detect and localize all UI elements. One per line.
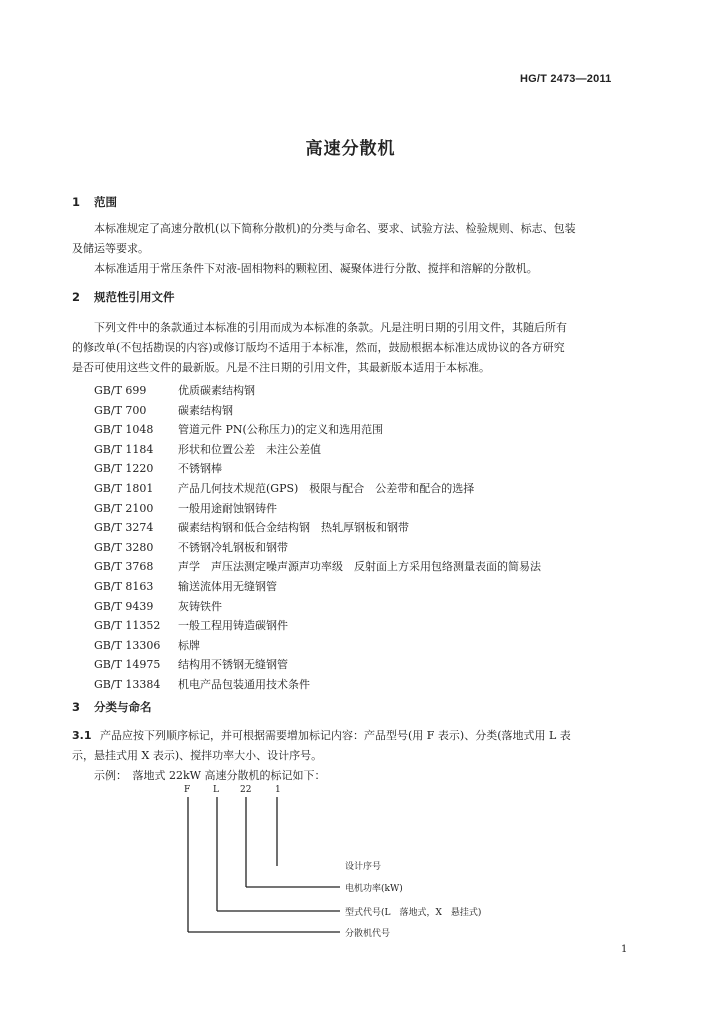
section-2-intro-line3: 是否可使用这些文件的最新版。凡是不注日期的引用文件，其最新版本适用于本标准。	[72, 361, 490, 374]
reference-code: GB/T 1184	[94, 442, 154, 456]
reference-code: GB/T 14975	[94, 658, 161, 672]
reference-code: GB/T 3768	[94, 560, 154, 574]
reference-code: GB/T 1801	[94, 481, 154, 495]
reference-code: GB/T 11352	[94, 619, 161, 633]
reference-code: GB/T 3274	[94, 521, 154, 535]
code-power: 22	[240, 785, 252, 795]
section-1-para2: 本标准适用于常压条件下对液-固相物料的颗粒团、凝聚体进行分散、搅拌和溶解的分散机。	[94, 262, 538, 275]
label-design-serial: 设计序号	[345, 862, 382, 872]
reference-code: GB/T 1220	[94, 462, 154, 476]
reference-item	[94, 617, 541, 637]
clause-number: 3.1	[72, 729, 92, 742]
label-machine-code: 分散机代号	[345, 929, 391, 939]
reference-title: 一般工程用铸造碳钢件	[178, 619, 288, 633]
reference-code: GB/T 1048	[94, 423, 154, 437]
section-1-para1-line1: 本标准规定了高速分散机(以下简称分散机)的分类与命名、要求、试验方法、检验规则、标志、包装	[94, 222, 576, 235]
page-title: 高速分散机	[305, 139, 396, 159]
reference-title: 灰铸铁件	[178, 599, 222, 613]
reference-list	[94, 382, 541, 696]
reference-item	[94, 558, 541, 578]
reference-item	[94, 402, 541, 422]
reference-title: 不锈钢冷轧钢板和钢带	[178, 540, 288, 554]
section-1-title: 范围	[94, 195, 117, 209]
reference-title: 碳素结构钢和低合金结构钢 热轧厚钢板和钢带	[178, 521, 409, 535]
section-3-title: 分类与命名	[94, 700, 152, 714]
reference-title: 输送流体用无缝钢管	[178, 579, 277, 593]
section-2-intro-line1: 下列文件中的条款通过本标准的引用而成为本标准的条款。凡是注明日期的引用文件，其随后所有	[94, 321, 567, 334]
reference-title: 不锈钢棒	[178, 462, 222, 476]
reference-title: 标牌	[178, 638, 200, 652]
reference-item	[94, 382, 541, 402]
reference-title: 管道元件 PN(公称压力)的定义和选用范围	[178, 423, 384, 437]
reference-item	[94, 598, 541, 618]
reference-item	[94, 480, 541, 500]
clause-3-1-line1	[72, 726, 571, 746]
reference-title: 碳素结构钢	[178, 403, 233, 417]
label-type-code: 型式代号(L 落地式，X 悬挂式)	[345, 908, 482, 918]
reference-code: GB/T 699	[94, 384, 147, 397]
reference-title: 声学 声压法测定噪声源声功率级 反射面上方采用包络测量表面的简易法	[178, 560, 541, 574]
reference-title: 结构用不锈钢无缝钢管	[178, 658, 288, 672]
reference-code: GB/T 9439	[94, 599, 154, 613]
section-3-number: 3	[72, 700, 81, 714]
reference-code: GB/T 700	[94, 403, 147, 417]
label-motor-power: 电机功率(kW)	[345, 884, 403, 894]
reference-item	[94, 460, 541, 480]
clause-text: 产品应按下列顺序标记，并可根据需要增加标记内容：产品型号(用 F 表示)、分类(落地式用 L 表	[100, 729, 571, 742]
section-2-number: 2	[72, 290, 81, 304]
reference-title: 机电产品包装通用技术条件	[178, 677, 310, 691]
reference-item	[94, 421, 541, 441]
page-number: 1	[621, 944, 628, 955]
reference-code: GB/T 13306	[94, 638, 161, 652]
reference-title: 一般用途耐蚀钢铸件	[178, 501, 277, 515]
section-2-heading	[72, 289, 175, 305]
section-1-para1-line2: 及储运等要求。	[72, 242, 149, 255]
standard-code-header: HG/T 2473—2011	[520, 73, 612, 85]
reference-item	[94, 676, 541, 696]
clause-3-1-line2: 示，悬挂式用 X 表示)、搅拌功率大小、设计序号。	[72, 749, 323, 762]
reference-title: 优质碳素结构钢	[178, 384, 255, 397]
section-3-heading	[72, 699, 152, 715]
reference-item	[94, 656, 541, 676]
reference-title: 产品几何技术规范(GPS) 极限与配合 公差带和配合的选择	[178, 481, 475, 495]
reference-item	[94, 500, 541, 520]
reference-item	[94, 637, 541, 657]
reference-item	[94, 519, 541, 539]
reference-code: GB/T 2100	[94, 501, 154, 515]
reference-code: GB/T 8163	[94, 579, 154, 593]
code-serial: 1	[275, 785, 281, 795]
section-2-intro-line2: 的修改单(不包括勘误的内容)或修订版均不适用于本标准，然而，鼓励根据本标准达成协议的各方研究	[72, 341, 565, 354]
reference-code: GB/T 3280	[94, 540, 154, 554]
reference-title: 形状和位置公差 未注公差值	[178, 442, 321, 456]
reference-item	[94, 539, 541, 559]
reference-item	[94, 578, 541, 598]
reference-code: GB/T 13384	[94, 677, 161, 691]
section-1-number: 1	[72, 195, 81, 209]
reference-item	[94, 441, 541, 461]
code-product: F	[184, 785, 191, 795]
section-2-title: 规范性引用文件	[94, 290, 175, 304]
marking-example: 示例： 落地式 22kW 高速分散机的标记如下：	[94, 769, 326, 782]
code-type: L	[213, 785, 219, 795]
section-1-heading	[72, 194, 117, 210]
